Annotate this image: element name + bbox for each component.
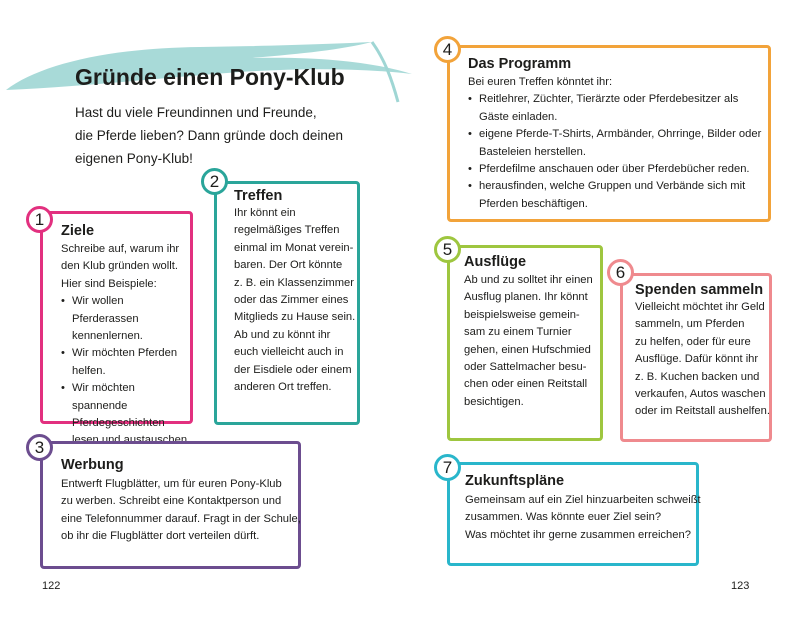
card-line: Bei euren Treffen könntet ihr: [468, 76, 613, 88]
card-line: Gemeinsam auf ein Ziel hinzuarbeiten schweißt [465, 494, 701, 506]
list-item [61, 380, 193, 450]
number-badge-2: 2 [201, 168, 228, 195]
card-line: zu helfen, oder für eure [635, 335, 751, 348]
intro-line: eigenen Pony-Klub! [75, 151, 193, 166]
card-line: beispielsweise gemein- [464, 308, 580, 321]
card-line: zusammen. Was könnte euer Ziel sein? [465, 511, 662, 524]
card-line: euch vielleicht auch in [234, 346, 344, 359]
number-badge-3: 3 [26, 434, 53, 461]
card-body [234, 205, 362, 396]
card-line: verkaufen, Autos waschen [635, 388, 766, 401]
card-body [465, 492, 701, 544]
card-heading: Werbung [61, 457, 124, 473]
card-line: Was möchtet ihr gerne zusammen erreichen? [465, 528, 691, 541]
number-badge-5: 5 [434, 236, 461, 263]
card-body [635, 299, 775, 421]
bullet-line: • Pferdefilme anschauen oder über Pferdebücher reden. [479, 163, 750, 176]
card-body [464, 272, 604, 411]
card-line: ob ihr die Flugblätter dort verteilen dürft. [61, 530, 260, 543]
card-heading: Spenden sammeln [635, 282, 764, 298]
card-line: sam zu einem Turnier [464, 326, 572, 339]
bullet-line: • herausfinden, welche Gruppen und Verbände sich mit [479, 180, 746, 193]
number-badge-1: 1 [26, 206, 53, 233]
card-line: chen oder einen Reitstall [464, 378, 588, 391]
bullet-list [468, 91, 768, 213]
card-line: anderen Ort treffen. [234, 381, 332, 394]
intro-text [75, 101, 365, 170]
card-treffen [214, 181, 360, 425]
card-zukunftsplaene [447, 462, 699, 566]
number-badge-4: 4 [434, 36, 461, 63]
card-line: besichtigen. [464, 395, 524, 408]
card-line: Hier sind Beispiele: [61, 277, 157, 290]
bullet-line: Pferdegeschichten [72, 417, 165, 430]
card-line: Mitglieds zu Hause sein. [234, 311, 356, 324]
card-heading: Ziele [61, 223, 95, 239]
card-line: sammeln, um Pferden [635, 318, 745, 331]
card-line: oder Sattelmacher besu- [464, 361, 587, 374]
card-line: einmal im Monat verein- [234, 241, 354, 254]
bullet-line: • Wir möchten spannende [72, 382, 135, 412]
bullet-line: • Wir möchten Pferden [72, 347, 178, 360]
card-line: eine Telefonnummer darauf. Fragt in der Schule, [61, 512, 301, 525]
card-das-programm [447, 45, 771, 222]
card-ausfluege [447, 245, 603, 441]
card-heading: Das Programm [468, 56, 572, 72]
list-item [468, 178, 768, 213]
list-item [61, 293, 193, 345]
card-line: Ausflüge. Dafür könnt ihr [635, 353, 759, 366]
bullet-list [61, 293, 193, 450]
card-body [61, 476, 301, 546]
page-number-right: 123 [731, 580, 750, 592]
card-line: Entwerft Flugblätter, um für euren Pony-Klub [61, 478, 282, 490]
card-werbung [40, 441, 301, 569]
card-line: Ab und zu könnt ihr [234, 328, 331, 341]
card-line: z. B. Kuchen backen und [635, 370, 760, 383]
card-heading: Zukunftspläne [465, 473, 565, 489]
number-badge-6: 6 [607, 259, 634, 286]
intro-line: Hast du viele Freundinnen und Freunde, [75, 105, 317, 120]
card-line: Ausflug planen. Ihr könnt [464, 291, 588, 304]
card-line: Vielleicht möchtet ihr Geld [635, 301, 765, 313]
bullet-line: kennenlernen. [72, 330, 143, 343]
card-line: gehen, einen Hufschmied [464, 343, 591, 356]
list-item [468, 126, 768, 161]
card-line: oder im Reitstall aushelfen. [635, 405, 770, 418]
card-heading: Treffen [234, 188, 283, 204]
bullet-line: Pferden beschäftigen. [479, 197, 588, 210]
card-line: zu werben. Schreibt eine Kontaktperson und [61, 495, 282, 508]
bullet-line: • eigene Pferde-T-Shirts, Armbänder, Ohrringe, Bilder oder [479, 128, 762, 141]
card-body [61, 241, 193, 450]
page-number-left: 122 [42, 580, 61, 592]
bullet-line: • Wir wollen Pferderassen [72, 295, 139, 325]
card-line: Ihr könnt ein [234, 207, 296, 219]
card-line: der Eisdiele oder einem [234, 363, 352, 376]
list-item [468, 161, 768, 178]
page-title: Gründe einen Pony-Klub [75, 64, 345, 90]
card-line: oder das Zimmer eines [234, 294, 349, 307]
card-line: regelmäßiges Treffen [234, 224, 340, 237]
bullet-line: Basteleien herstellen. [479, 145, 586, 158]
bullet-line: • Reitlehrer, Züchter, Tierärzte oder Pferdebesitzer als [479, 93, 739, 106]
card-spenden-sammeln [620, 273, 772, 442]
card-line: Schreibe auf, warum ihr [61, 243, 180, 255]
card-line: den Klub gründen wollt. [61, 260, 178, 273]
card-line: Ab und zu solltet ihr einen [464, 274, 593, 286]
card-line: baren. Der Ort könnte [234, 259, 343, 272]
list-item [61, 345, 193, 380]
card-heading: Ausflüge [464, 254, 527, 270]
card-ziele [40, 211, 193, 430]
number-badge-7: 7 [434, 454, 461, 481]
card-line: z. B. ein Klassenzimmer [234, 276, 354, 289]
card-body [468, 74, 768, 213]
intro-line: die Pferde lieben? Dann gründe doch deinen [75, 128, 343, 143]
bullet-line: helfen. [72, 364, 106, 377]
list-item [468, 91, 768, 126]
bullet-line: Gäste einladen. [479, 110, 558, 123]
